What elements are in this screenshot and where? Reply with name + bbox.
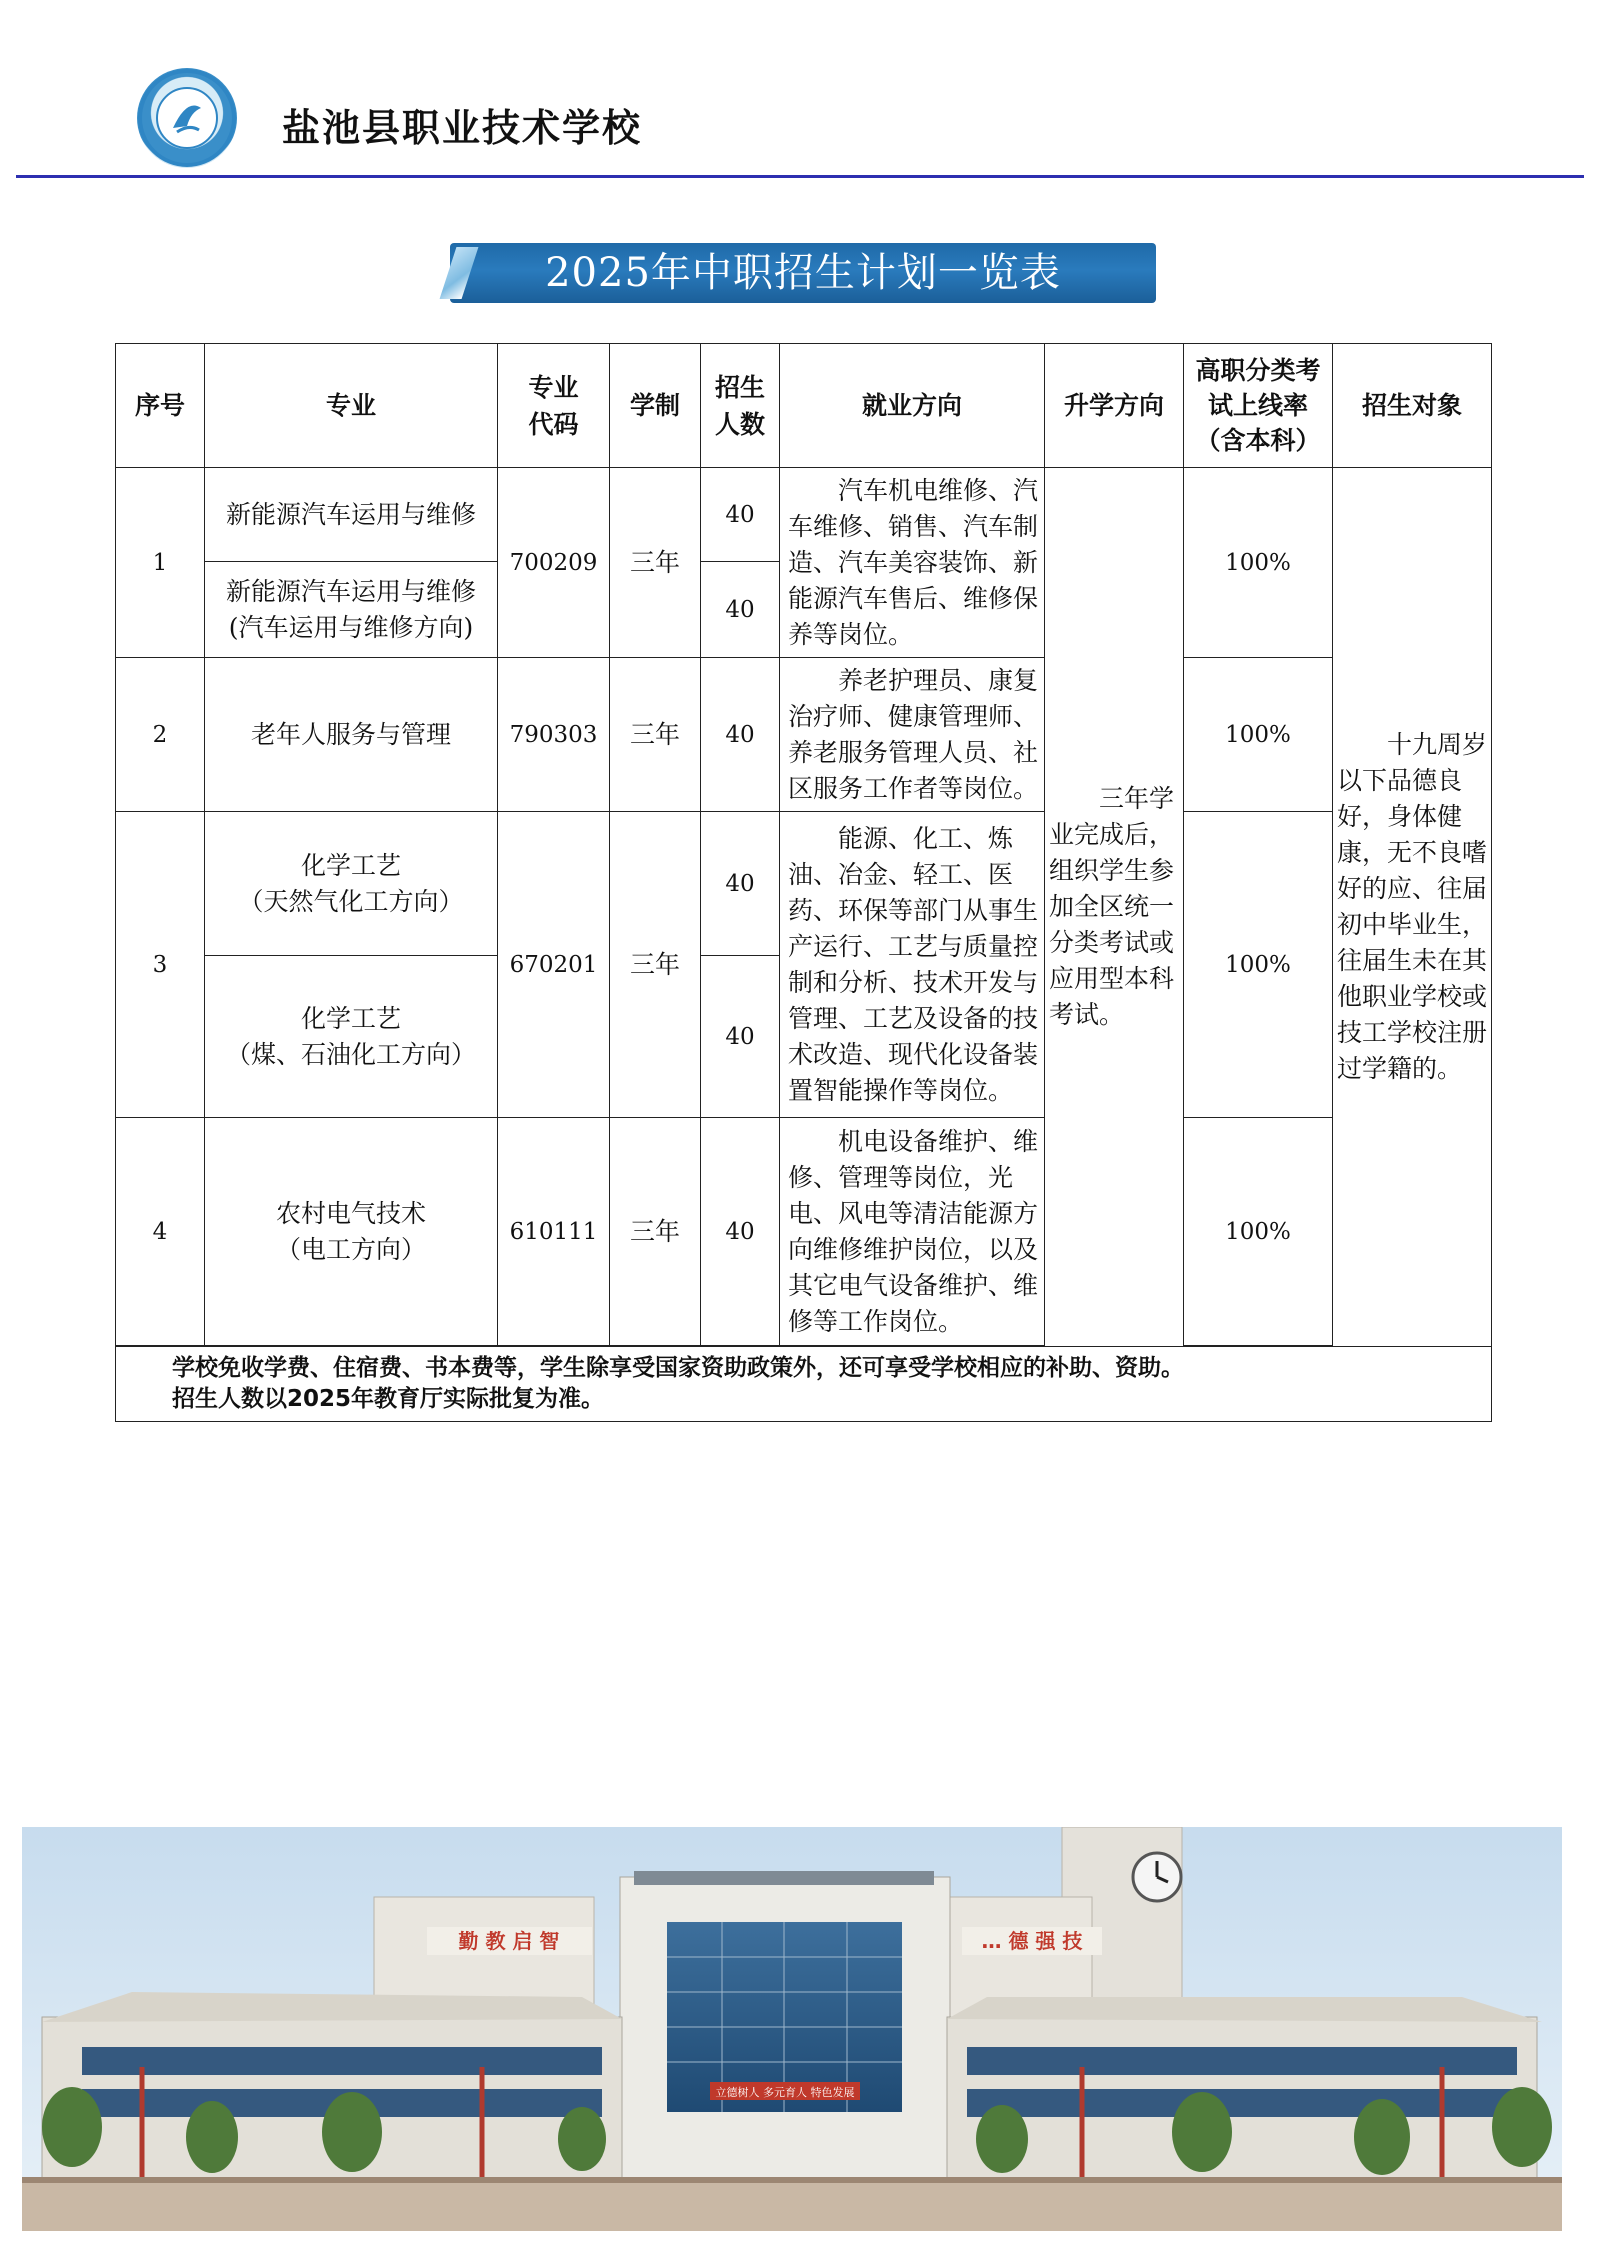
row-1-employment: 汽车机电维修、汽车维修、销售、汽车制造、汽车美容装饰、新能源汽车售后、维修保养等岗位。 [780,468,1045,658]
row-3-major-a: 化学工艺 （天然气化工方向） [205,812,498,956]
row-1-seq: 1 [116,468,205,658]
row-3-enroll-b: 40 [701,956,780,1118]
further-study-cell: 三年学业完成后，组织学生参加全区统一分类考试或应用型本科考试。 [1045,468,1184,1347]
row-4-seq: 4 [116,1118,205,1346]
banner-left: 勤 教 启 智 [458,1929,560,1953]
page-header [0,0,1600,180]
row-4-duration: 三年 [610,1118,701,1346]
header-enroll: 招生 人数 [701,344,780,468]
school-name: 盐池县职业技术学校 [282,106,643,150]
entrance-banner: 立德树人 多元育人 特色发展 [715,2086,855,2099]
row-2-enroll: 40 [701,658,780,812]
row-1-major-a: 新能源汽车运用与维修 [205,468,498,562]
title-banner [450,243,1156,303]
row-2-code: 790303 [498,658,610,812]
header-further: 升学方向 [1045,344,1184,468]
table-row [116,468,1492,562]
row-3-duration: 三年 [610,812,701,1118]
row-4-employment: 机电设备维护、维修、管理等岗位，光电、风电等清洁能源方向维修维护岗位，以及其它电气设备维护、维修等工作岗位。 [780,1118,1045,1346]
table-row [116,1118,1492,1346]
header-employment: 就业方向 [780,344,1045,468]
row-1-enroll-a: 40 [701,468,780,562]
target-cell: 十九周岁以下品德良好，身体健康，无不良嗜好的应、往届初中毕业生，往届生未在其他职业学校或技工学校注册过学籍的。 [1333,468,1492,1347]
enrollment-table [115,343,1491,1422]
row-1-major-b: 新能源汽车运用与维修 (汽车运用与维修方向) [205,562,498,658]
row-3-employment: 能源、化工、炼油、冶金、轻工、医药、环保等部门从事生产运行、工艺与质量控制和分析、技术开发与管理、工艺及设备的技术改造、现代化设备装置智能操作等岗位。 [780,812,1045,1118]
row-3-rate: 100% [1184,812,1333,1118]
row-2-employment: 养老护理员、康复治疗师、健康管理师、养老服务管理人员、社区服务工作者等岗位。 [780,658,1045,812]
header-major: 专业 [205,344,498,468]
row-4-enroll: 40 [701,1118,780,1346]
row-1-code: 700209 [498,468,610,658]
note-line-2: 招生人数以2025年教育厅实际批复为准。 [172,1386,605,1412]
row-4-major: 农村电气技术 （电工方向） [205,1118,498,1346]
row-1-rate: 100% [1184,468,1333,658]
header-divider [16,175,1584,178]
row-2-major: 老年人服务与管理 [205,658,498,812]
header-code: 专业 代码 [498,344,610,468]
row-2-rate: 100% [1184,658,1333,812]
banner-right: … 德 强 技 [981,1929,1083,1953]
header-duration: 学制 [610,344,701,468]
table-row [116,658,1492,812]
page-title: 2025年中职招生计划一览表 [545,250,1061,296]
table-note [116,1347,1492,1422]
table-row [116,812,1492,956]
row-1-enroll-b: 40 [701,562,780,658]
school-emblem-icon [137,68,237,168]
table-note-row [116,1347,1492,1422]
row-2-seq: 2 [116,658,205,812]
header-rate: 高职分类考 试上线率 （含本科） [1184,344,1333,468]
header-seq: 序号 [116,344,205,468]
campus-photo [22,1827,1562,2231]
row-2-duration: 三年 [610,658,701,812]
row-4-rate: 100% [1184,1118,1333,1346]
campus-building-illustration [22,1827,1562,2231]
row-3-code: 670201 [498,812,610,1118]
table-header-row [116,344,1492,468]
row-3-seq: 3 [116,812,205,1118]
row-4-code: 610111 [498,1118,610,1346]
note-line-1: 学校免收学费、住宿费、书本费等，学生除享受国家资助政策外，还可享受学校相应的补助、资助。 [172,1355,1184,1381]
row-3-major-b: 化学工艺 （煤、石油化工方向） [205,956,498,1118]
row-1-duration: 三年 [610,468,701,658]
school-logo [137,68,237,168]
row-3-enroll-a: 40 [701,812,780,956]
header-target: 招生对象 [1333,344,1492,468]
